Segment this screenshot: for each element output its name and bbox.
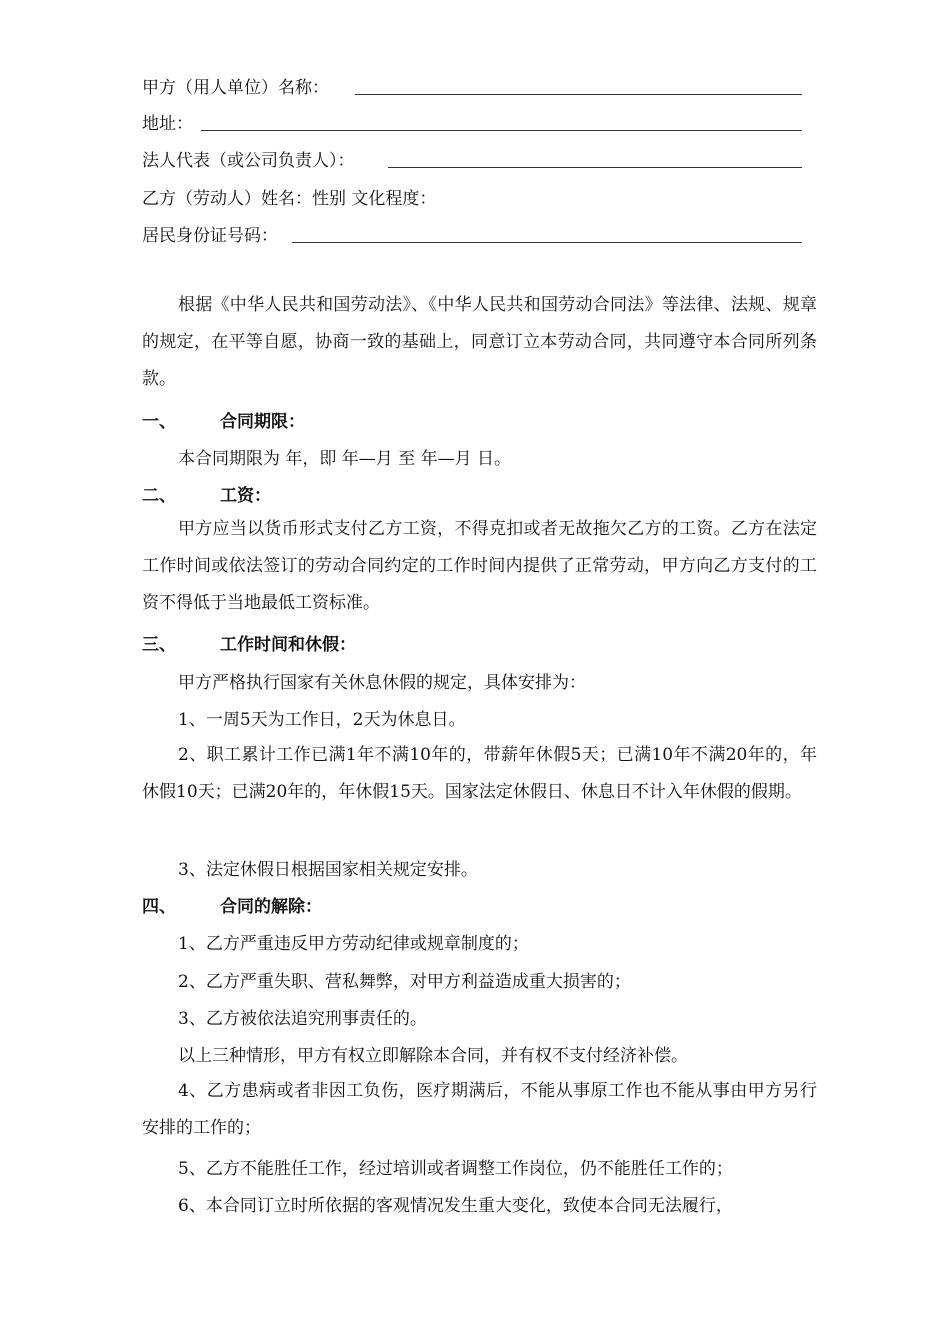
preamble: 根据《中华人民共和国劳动法》、《中华人民共和国劳动合同法》等法律、法规、规章的规定，在平等自愿，协商一致的基础上，同意订立本劳动合同，共同遵守本合同所列条款。 xyxy=(142,295,817,389)
section-2-title: 工资： xyxy=(220,486,271,506)
section-3-title: 工作时间和休假： xyxy=(220,635,356,655)
section-4-item-3: 3、乙方被依法追究刑事责任的。 xyxy=(178,1009,427,1029)
section-4-heading xyxy=(142,894,322,920)
section-4-item-2: 2、乙方严重失职、营私舞弊，对甲方利益造成重大损害的； xyxy=(178,972,631,992)
section-3-item-3: 3、法定休假日根据国家相关规定安排。 xyxy=(178,860,478,880)
section-4-summary: 以上三种情形，甲方有权立即解除本合同，并有权不支付经济补偿。 xyxy=(178,1046,688,1066)
section-2-body: 甲方应当以货币形式支付乙方工资，不得克扣或者无故拖欠乙方的工资。乙方在法定工作时间或依法签订的劳动合同约定的工作时间内提供了正常劳动，甲方向乙方支付的工资不得低于当地最低工资标准。 xyxy=(142,519,817,613)
section-2-heading xyxy=(142,483,271,509)
party-a-name-label: 甲方（用人单位）名称： xyxy=(142,78,329,98)
section-4-item-1: 1、乙方严重违反甲方劳动纪律或规章制度的； xyxy=(178,934,529,954)
section-2-number: 二、 xyxy=(142,486,176,506)
address-label: 地址： xyxy=(142,114,193,134)
party-b-label: 乙方（劳动人）姓名：性别 文化程度： xyxy=(142,189,437,209)
party-a-name-field xyxy=(142,75,329,101)
party-a-name-blank[interactable] xyxy=(355,94,802,95)
section-1-number: 一、 xyxy=(142,412,176,432)
section-4-item-6: 6、本合同订立时所依据的客观情况发生重大变化，致使本合同无法履行， xyxy=(178,1196,733,1216)
section-3-item-1: 1、一周5天为工作日，2天为休息日。 xyxy=(178,710,466,730)
party-b-field xyxy=(142,186,436,212)
legal-rep-field xyxy=(142,148,355,174)
id-number-field xyxy=(142,223,278,249)
section-1-title: 合同期限： xyxy=(220,412,305,432)
id-number-label: 居民身份证号码： xyxy=(142,226,278,246)
id-number-blank[interactable] xyxy=(292,242,802,243)
section-4-item-5: 5、乙方不能胜任工作，经过培训或者调整工作岗位，仍不能胜任工作的； xyxy=(178,1159,733,1179)
section-4-item-4: 4、乙方患病或者非因工负伤，医疗期满后，不能从事原工作也不能从事由甲方另行安排的工作的； xyxy=(142,1081,817,1138)
address-field xyxy=(142,111,193,137)
section-4-title: 合同的解除： xyxy=(220,897,322,917)
legal-rep-label: 法人代表（或公司负责人）： xyxy=(142,151,355,171)
section-4-number: 四、 xyxy=(142,897,176,917)
section-1-body: 本合同期限为 年，即 年—月 至 年—月 日。 xyxy=(178,449,512,469)
section-1-heading xyxy=(142,409,305,435)
section-3-heading xyxy=(142,632,356,658)
address-blank[interactable] xyxy=(201,130,802,131)
section-3-number: 三、 xyxy=(142,635,176,655)
legal-rep-blank[interactable] xyxy=(388,167,802,168)
section-3-item-2: 2、职工累计工作已满1年不满10年的，带薪年休假5天；已满10年不满20年的，年休假10天；已满20年的，年休假15天。国家法定休假日、休息日不计入年休假的假期。 xyxy=(142,745,817,802)
section-3-intro: 甲方严格执行国家有关休息休假的规定，具体安排为： xyxy=(178,673,586,693)
